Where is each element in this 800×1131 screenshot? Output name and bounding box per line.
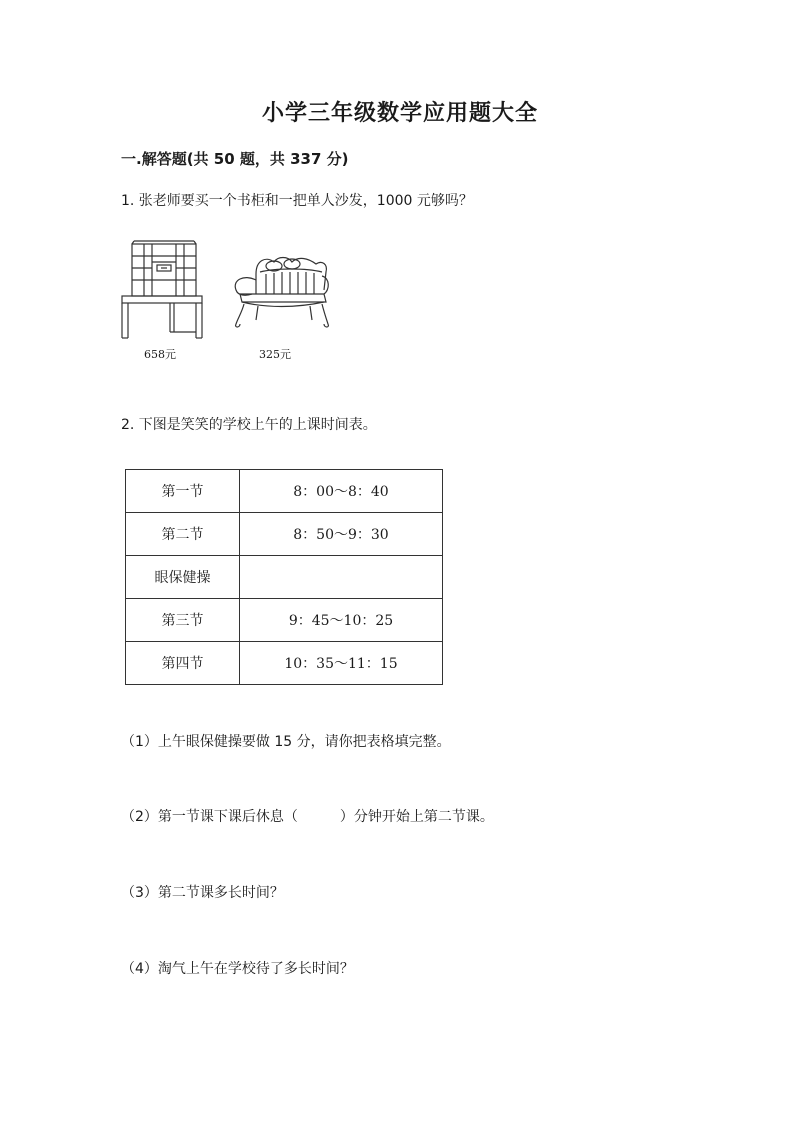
bookcase-illustration <box>116 240 204 340</box>
period-cell: 第四节 <box>126 642 240 685</box>
time-cell: 8：00～8：40 <box>240 470 443 513</box>
page-title: 小学三年级数学应用题大全 <box>261 101 538 126</box>
sub-question-2: （2）第一节课下课后休息（ ）分钟开始上第二节课。 <box>121 809 494 825</box>
sofa-illustration <box>226 250 332 332</box>
section-heading: 一.解答题(共 50 题，共 337 分) <box>121 150 349 168</box>
question-1-text: 1. 张老师要买一个书柜和一把单人沙发，1000 元够吗？ <box>121 193 473 209</box>
sofa-price: 325元 <box>259 348 291 361</box>
sub-question-1: （1）上午眼保健操要做 15 分，请你把表格填完整。 <box>121 734 451 750</box>
period-cell: 第三节 <box>126 599 240 642</box>
bookcase-price: 658元 <box>144 348 176 361</box>
time-cell: 8：50～9：30 <box>240 513 443 556</box>
period-cell: 眼保健操 <box>126 556 240 599</box>
period-cell: 第二节 <box>126 513 240 556</box>
table-row <box>126 513 443 556</box>
time-cell-blank[interactable] <box>240 556 443 599</box>
sub-question-3: （3）第二节课多长时间？ <box>121 885 284 901</box>
table-row <box>126 599 443 642</box>
table-row <box>126 642 443 685</box>
schedule-table <box>125 469 443 685</box>
time-cell: 10：35～11：15 <box>240 642 443 685</box>
time-cell: 9：45～10：25 <box>240 599 443 642</box>
period-cell: 第一节 <box>126 470 240 513</box>
table-row <box>126 470 443 513</box>
table-row <box>126 556 443 599</box>
sub-question-4: （4）淘气上午在学校待了多长时间？ <box>121 961 354 977</box>
question-2-text: 2. 下图是笑笑的学校上午的上课时间表。 <box>121 417 377 433</box>
